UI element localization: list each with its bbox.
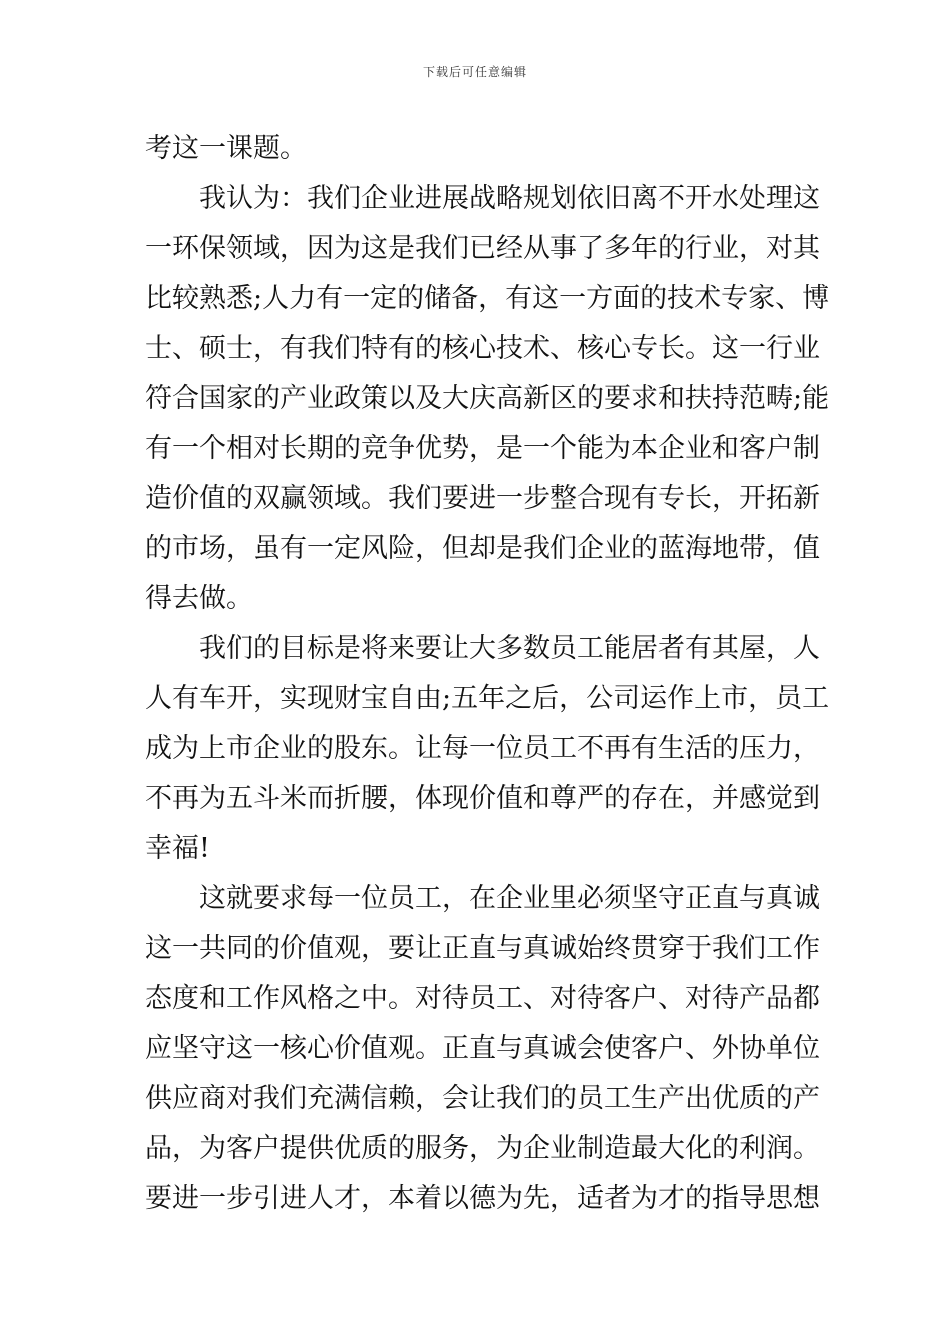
page-header: 下载后可任意编辑 bbox=[422, 65, 527, 79]
paragraph-line: 有一个相对长期的竞争优势，是一个能为本企业和客户制 bbox=[145, 433, 820, 464]
paragraph-line: 要进一步引进人才，本着以德为先，适者为才的指导思想 bbox=[145, 1183, 820, 1214]
paragraph-line: 人有车开，实现财宝自由;五年之后，公司运作上市，员工 bbox=[145, 683, 830, 714]
paragraph-line: 态度和工作风格之中。对待员工、对待客户、对待产品都 bbox=[145, 983, 820, 1014]
paragraph-line: 的市场，虽有一定风险，但却是我们企业的蓝海地带，值 bbox=[145, 533, 820, 564]
paragraph-line: 品，为客户提供优质的服务，为企业制造最大化的利润。 bbox=[145, 1133, 820, 1164]
paragraph-line: 得去做。 bbox=[145, 583, 253, 614]
paragraph-line: 我认为：我们企业进展战略规划依旧离不开水处理这 bbox=[199, 183, 820, 214]
paragraph-line: 供应商对我们充满信赖，会让我们的员工生产出优质的产 bbox=[145, 1083, 820, 1114]
paragraph-line: 幸福! bbox=[145, 833, 210, 864]
paragraph-line: 造价值的双赢领域。我们要进一步整合现有专长，开拓新 bbox=[145, 483, 820, 514]
paragraph-line: 考这一课题。 bbox=[145, 133, 307, 164]
paragraph-line: 应坚守这一核心价值观。正直与真诚会使客户、外协单位 bbox=[145, 1033, 820, 1064]
paragraph-line: 这一共同的价值观，要让正直与真诚始终贯穿于我们工作 bbox=[145, 933, 820, 964]
paragraph-line: 这就要求每一位员工，在企业里必须坚守正直与真诚 bbox=[199, 883, 820, 914]
paragraph-line: 一环保领域，因为这是我们已经从事了多年的行业，对其 bbox=[145, 233, 820, 264]
paragraph-line: 比较熟悉;人力有一定的储备，有这一方面的技术专家、博 bbox=[145, 283, 830, 314]
paragraph-line: 士、硕士，有我们特有的核心技术、核心专长。这一行业 bbox=[145, 333, 820, 364]
paragraph-line: 我们的目标是将来要让大多数员工能居者有其屋，人 bbox=[199, 633, 820, 664]
document-body bbox=[145, 124, 830, 1224]
paragraph-line: 不再为五斗米而折腰，体现价值和尊严的存在，并感觉到 bbox=[145, 783, 820, 814]
paragraph-line: 成为上市企业的股东。让每一位员工不再有生活的压力， bbox=[145, 733, 820, 764]
paragraph-line: 符合国家的产业政策以及大庆高新区的要求和扶持范畴;能 bbox=[145, 383, 830, 414]
